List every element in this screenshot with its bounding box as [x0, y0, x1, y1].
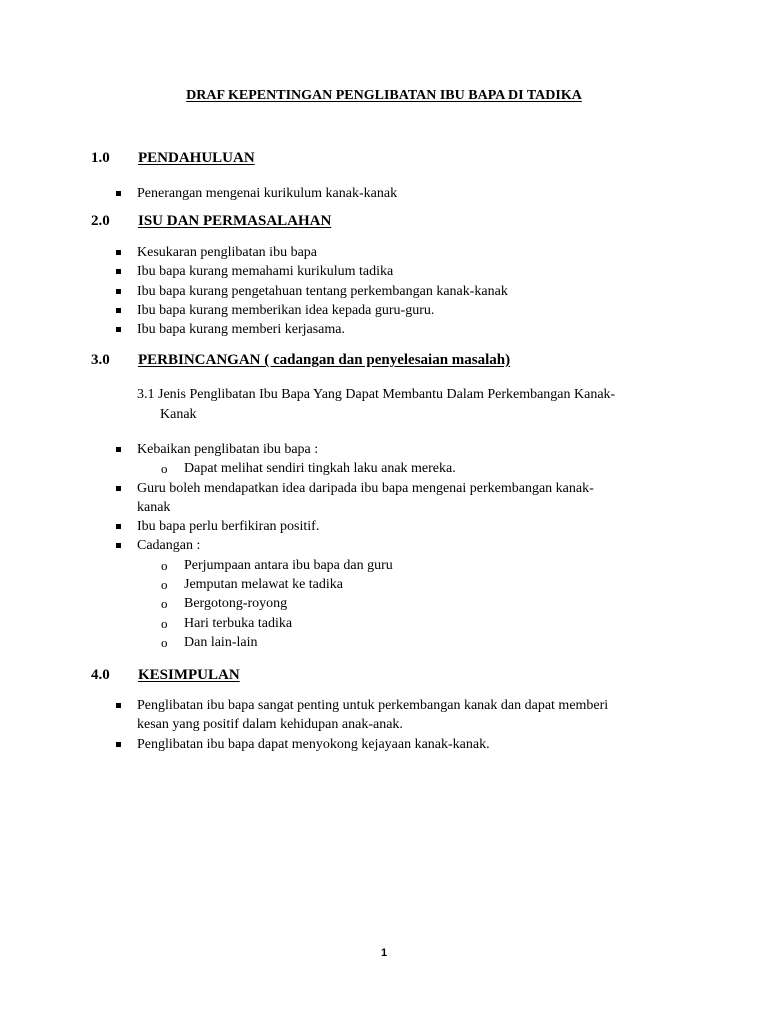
sub-list-item [137, 594, 667, 613]
subsection-line: Kanak [160, 407, 197, 422]
section-number: 3.0 [91, 352, 110, 368]
list-item-text: Ibu bapa perlu berfikiran positif. [137, 519, 320, 535]
sub-list-item [137, 575, 667, 594]
list-item-text: Penglibatan ibu bapa dapat menyokong kejayaan kanak-kanak. [137, 736, 490, 752]
list-item [0, 282, 667, 301]
list-item [0, 320, 667, 339]
list-item-text: Ibu bapa kurang memberikan idea kepada guru-guru. [137, 302, 435, 318]
section-heading-kesimpulan [91, 665, 240, 685]
perbincangan-list [0, 440, 667, 652]
square-bullet-icon [116, 447, 121, 452]
list-item [0, 440, 667, 479]
list-item-text: Kesukaran penglibatan ibu bapa [137, 245, 317, 260]
sub-list-item-text: Dapat melihat sendiri tingkah laku anak mereka. [184, 461, 456, 477]
sub-list-item-text: Jemputan melawat ke tadika [184, 577, 343, 593]
section-title: KESIMPULAN [138, 667, 240, 683]
list-item [0, 301, 667, 320]
section-title: ISU DAN PERMASALAHAN [138, 213, 332, 229]
square-bullet-icon [116, 543, 121, 548]
square-bullet-icon [116, 191, 121, 196]
list-item [0, 517, 667, 536]
circle-bullet-icon: o [161, 557, 168, 573]
square-bullet-icon [116, 308, 121, 313]
circle-bullet-icon: o [161, 615, 168, 631]
sub-list-item-text: Hari terbuka tadika [184, 615, 293, 631]
section-heading-perbincangan [91, 350, 510, 370]
list-item [0, 243, 667, 262]
list-item-text: Ibu bapa kurang pengetahuan tentang perkembangan kanak-kanak [137, 283, 508, 299]
list-item-text: Ibu bapa kurang memberi kerjasama. [137, 322, 345, 338]
list-item [0, 184, 667, 203]
square-bullet-icon [116, 486, 121, 491]
sub-list-item-text: Bergotong-royong [184, 596, 288, 612]
list-item-text: kanak [137, 499, 171, 515]
square-bullet-icon [116, 289, 121, 294]
list-item [0, 696, 667, 735]
sub-list-item-text: Dan lain-lain [184, 634, 258, 650]
section-heading-pendahuluan [91, 148, 255, 168]
sub-list-item [137, 556, 667, 575]
subsection-3-1 [137, 385, 677, 425]
section-title: PERBINCANGAN ( cadangan dan penyelesaian masalah) [138, 352, 511, 368]
section-title: PENDAHULUAN [138, 150, 255, 166]
document-title: DRAF KEPENTINGAN PENGLIBATAN IBU BAPA DI TADIKA [186, 88, 582, 103]
pendahuluan-list [0, 184, 667, 203]
list-item-text: Penerangan mengenai kurikulum kanak-kanak [137, 186, 398, 201]
section-number: 1.0 [91, 150, 110, 166]
section-number: 2.0 [91, 213, 110, 229]
sub-list [137, 459, 667, 478]
sub-list-item [137, 633, 667, 652]
section-number: 4.0 [91, 667, 110, 683]
circle-bullet-icon: o [161, 461, 168, 477]
circle-bullet-icon: o [161, 577, 168, 593]
list-item [0, 735, 667, 754]
circle-bullet-icon: o [161, 596, 168, 612]
circle-bullet-icon: o [161, 634, 168, 650]
square-bullet-icon [116, 327, 121, 332]
sub-list-item-text: Perjumpaan antara ibu bapa dan guru [184, 557, 393, 573]
subsection-line: 3.1 Jenis Penglibatan Ibu Bapa Yang Dapat Membantu Dalam Perkembangan Kanak- [137, 387, 616, 402]
list-item-text: Penglibatan ibu bapa sangat penting untuk perkembangan kanak dan dapat memberi [137, 698, 609, 713]
page-number: 1 [380, 947, 388, 959]
list-item-text: Cadangan : [137, 538, 201, 554]
square-bullet-icon [116, 703, 121, 708]
isu-list [0, 243, 667, 339]
square-bullet-icon [116, 250, 121, 255]
square-bullet-icon [116, 742, 121, 747]
kesimpulan-list [0, 696, 667, 754]
list-item [0, 262, 667, 281]
list-item [0, 536, 667, 652]
square-bullet-icon [116, 269, 121, 274]
list-item [0, 479, 667, 518]
list-item-text: Kebaikan penglibatan ibu bapa : [137, 442, 319, 457]
sub-list-item [137, 459, 667, 478]
list-item-text: kesan yang positif dalam kehidupan anak-anak. [137, 717, 403, 733]
list-item-text: Guru boleh mendapatkan idea daripada ibu bapa mengenai perkembangan kanak- [137, 480, 594, 496]
list-item-text: Ibu bapa kurang memahami kurikulum tadika [137, 264, 394, 280]
section-heading-isu [91, 211, 331, 231]
sub-list-item [137, 614, 667, 633]
square-bullet-icon [116, 524, 121, 529]
sub-list [137, 556, 667, 652]
